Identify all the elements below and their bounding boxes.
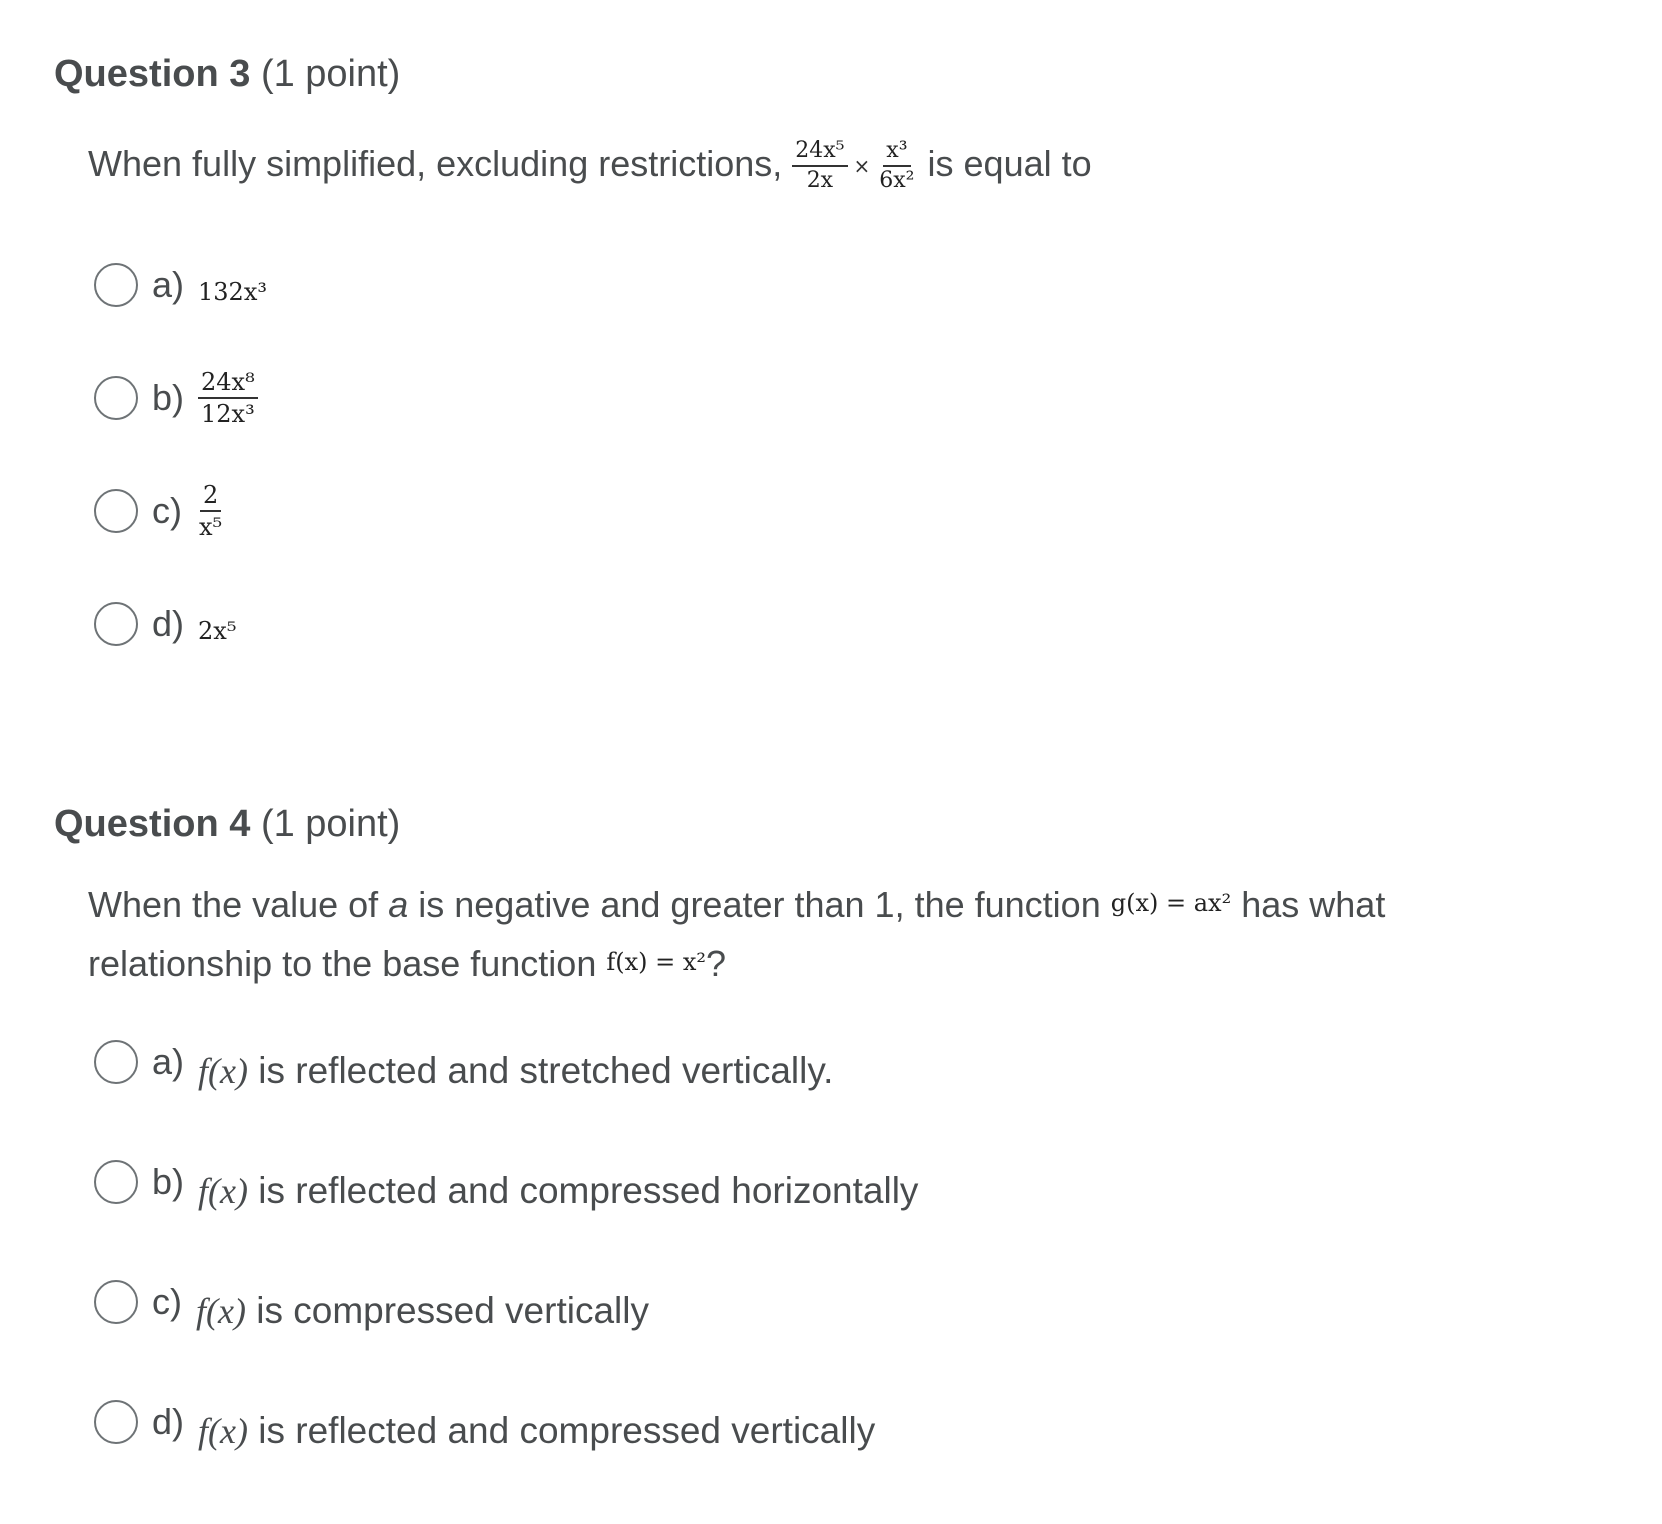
- question-4-prompt-line-2: [88, 932, 726, 994]
- option-description: is reflected and compressed horizontally: [258, 1170, 919, 1211]
- option-letter: a): [152, 264, 185, 305]
- option-letter: c): [152, 490, 182, 531]
- prompt-text: relationship to the base function: [88, 943, 597, 984]
- fraction-denominator: x⁵: [199, 513, 223, 541]
- option-letter: c): [152, 1281, 182, 1322]
- prompt-text: When fully simplified, excluding restrictions,: [88, 143, 783, 184]
- question-title: Question 3: [54, 53, 251, 95]
- question-3-heading: [54, 52, 400, 96]
- math-fraction: [792, 140, 847, 192]
- option-math-fraction: [196, 483, 225, 539]
- radio-button[interactable]: [94, 489, 138, 533]
- option-math: 132x³: [198, 278, 267, 306]
- radio-button[interactable]: [94, 376, 138, 420]
- radio-button[interactable]: [94, 1280, 138, 1324]
- option-letter: d): [152, 1401, 185, 1442]
- answer-option-a[interactable]: [94, 1034, 833, 1090]
- option-function: f(x): [196, 1291, 246, 1331]
- answer-option-d[interactable]: [94, 1394, 875, 1450]
- radio-button[interactable]: [94, 1400, 138, 1444]
- question-points: (1 point): [260, 803, 401, 845]
- prompt-text: ?: [706, 943, 727, 984]
- answer-option-c[interactable]: [94, 483, 225, 539]
- fraction-denominator: 6x²: [879, 168, 915, 194]
- option-letter: d): [152, 603, 185, 644]
- option-letter: a): [152, 1041, 185, 1082]
- times-symbol: ×: [853, 154, 871, 179]
- option-math-fraction: [198, 370, 258, 426]
- answer-option-a[interactable]: [94, 257, 267, 313]
- answer-option-d[interactable]: [94, 596, 236, 652]
- radio-button[interactable]: [94, 1040, 138, 1084]
- math-fraction: [876, 140, 917, 192]
- prompt-text: has what: [1241, 884, 1386, 925]
- prompt-text: is equal to: [927, 143, 1092, 184]
- radio-button[interactable]: [94, 1160, 138, 1204]
- fraction-denominator: 2x: [806, 168, 834, 194]
- answer-option-c[interactable]: [94, 1274, 649, 1330]
- radio-button[interactable]: [94, 263, 138, 307]
- option-text: [196, 1290, 649, 1332]
- question-points: (1 point): [260, 53, 401, 95]
- fraction-numerator: 24x⁵: [792, 140, 847, 167]
- fraction-numerator: x³: [883, 140, 910, 167]
- fraction-numerator: 24x⁸: [198, 370, 258, 399]
- function-f-expression: f(x) = x²: [606, 948, 707, 976]
- question-title: Question 4: [54, 803, 251, 845]
- option-math: 2x⁵: [198, 617, 237, 645]
- option-text: [198, 1170, 918, 1212]
- option-letter: b): [152, 1161, 185, 1202]
- prompt-variable: a: [388, 884, 409, 925]
- fraction-denominator: 12x³: [201, 400, 255, 428]
- radio-button[interactable]: [94, 602, 138, 646]
- option-description: is reflected and compressed vertically: [258, 1410, 876, 1451]
- option-function: f(x): [198, 1051, 248, 1091]
- option-text: [198, 1050, 833, 1092]
- question-4-prompt-line-1: [88, 873, 1385, 935]
- option-function: f(x): [198, 1411, 248, 1451]
- question-4-heading: [54, 802, 400, 846]
- option-description: is compressed vertically: [256, 1290, 649, 1331]
- answer-option-b[interactable]: [94, 370, 258, 426]
- question-3-prompt: [88, 134, 1092, 196]
- option-text: [198, 1410, 875, 1452]
- option-function: f(x): [198, 1171, 248, 1211]
- function-g-expression: g(x) = ax²: [1110, 889, 1232, 917]
- prompt-text: is negative and greater than 1, the function: [418, 884, 1101, 925]
- prompt-text: When the value of: [88, 884, 379, 925]
- option-description: is reflected and stretched vertically.: [258, 1050, 834, 1091]
- option-letter: b): [152, 377, 185, 418]
- answer-option-b[interactable]: [94, 1154, 918, 1210]
- fraction-numerator: 2: [200, 483, 221, 512]
